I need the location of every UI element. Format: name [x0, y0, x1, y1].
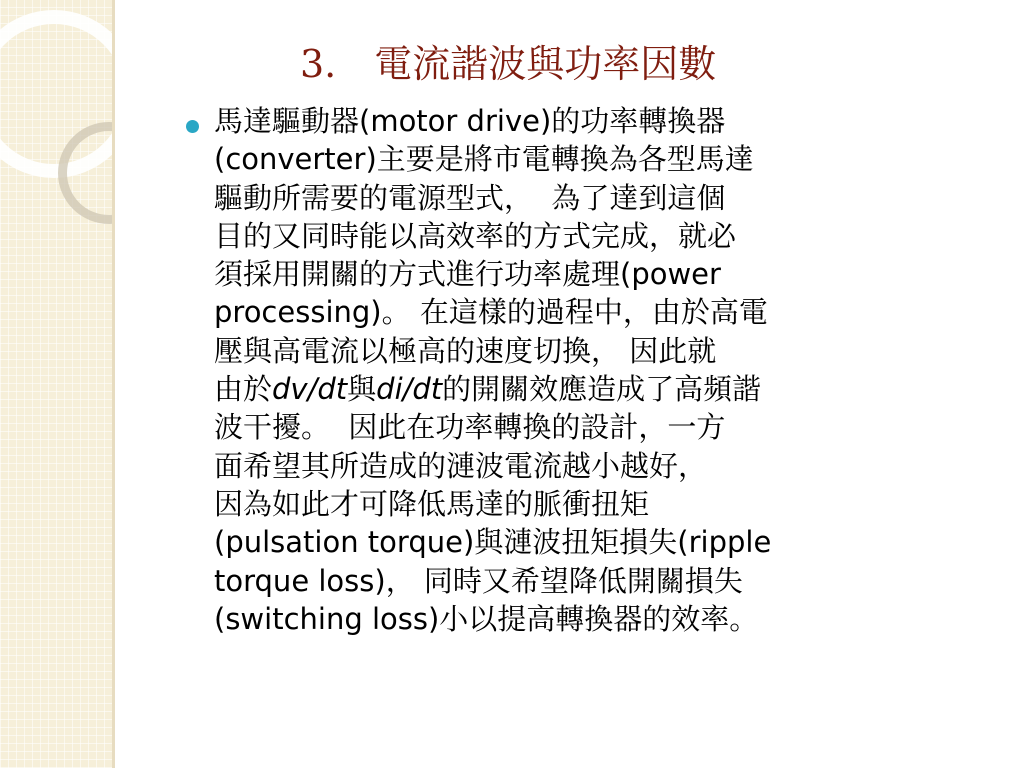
text-line: 壓與高電流以極高的速度切換， 因此就 — [214, 333, 717, 368]
text-line: 須採用開關的方式進行功率處理(power — [214, 257, 721, 292]
slide-title: 3. 電流諧波與功率因數 — [300, 42, 717, 86]
text-fragment: 與 — [347, 372, 377, 407]
decorative-side-panel — [0, 0, 112, 768]
text-line-with-formula — [214, 370, 984, 408]
text-line: 面希望其所造成的漣波電流越小越好， — [214, 448, 708, 483]
text-line: 因為如此才可降低馬達的脈衝扭矩 — [214, 486, 650, 521]
text-line: (pulsation torque)與漣波扭矩損失(ripple — [214, 525, 772, 560]
text-line: 目的又同時能以高效率的方式完成，就必 — [214, 218, 737, 253]
formula-di-dt: di/dt — [376, 372, 443, 407]
text-line: (converter)主要是將市電轉換為各型馬達 — [214, 142, 754, 177]
bullet-icon — [186, 120, 199, 133]
text-line: 驅動所需要的電源型式， 為了達到這個 — [214, 180, 726, 215]
text-line: torque loss)， 同時又希望降低開關損失 — [214, 563, 743, 598]
bullet-paragraph — [214, 102, 984, 638]
text-line: 馬達驅動器(motor drive)的功率轉換器 — [214, 104, 726, 138]
formula-dv-dt: dv/dt — [272, 372, 348, 407]
text-line: processing)。 在這樣的過程中，由於高電 — [214, 295, 768, 330]
text-line: 波干擾。 因此在功率轉換的設計，一方 — [214, 410, 726, 445]
panel-divider — [112, 0, 115, 768]
text-fragment: 由於 — [214, 372, 273, 407]
text-fragment: 的開關效應造成了高頻諧 — [442, 372, 762, 407]
text-line: (switching loss)小以提高轉換器的效率。 — [214, 601, 759, 636]
